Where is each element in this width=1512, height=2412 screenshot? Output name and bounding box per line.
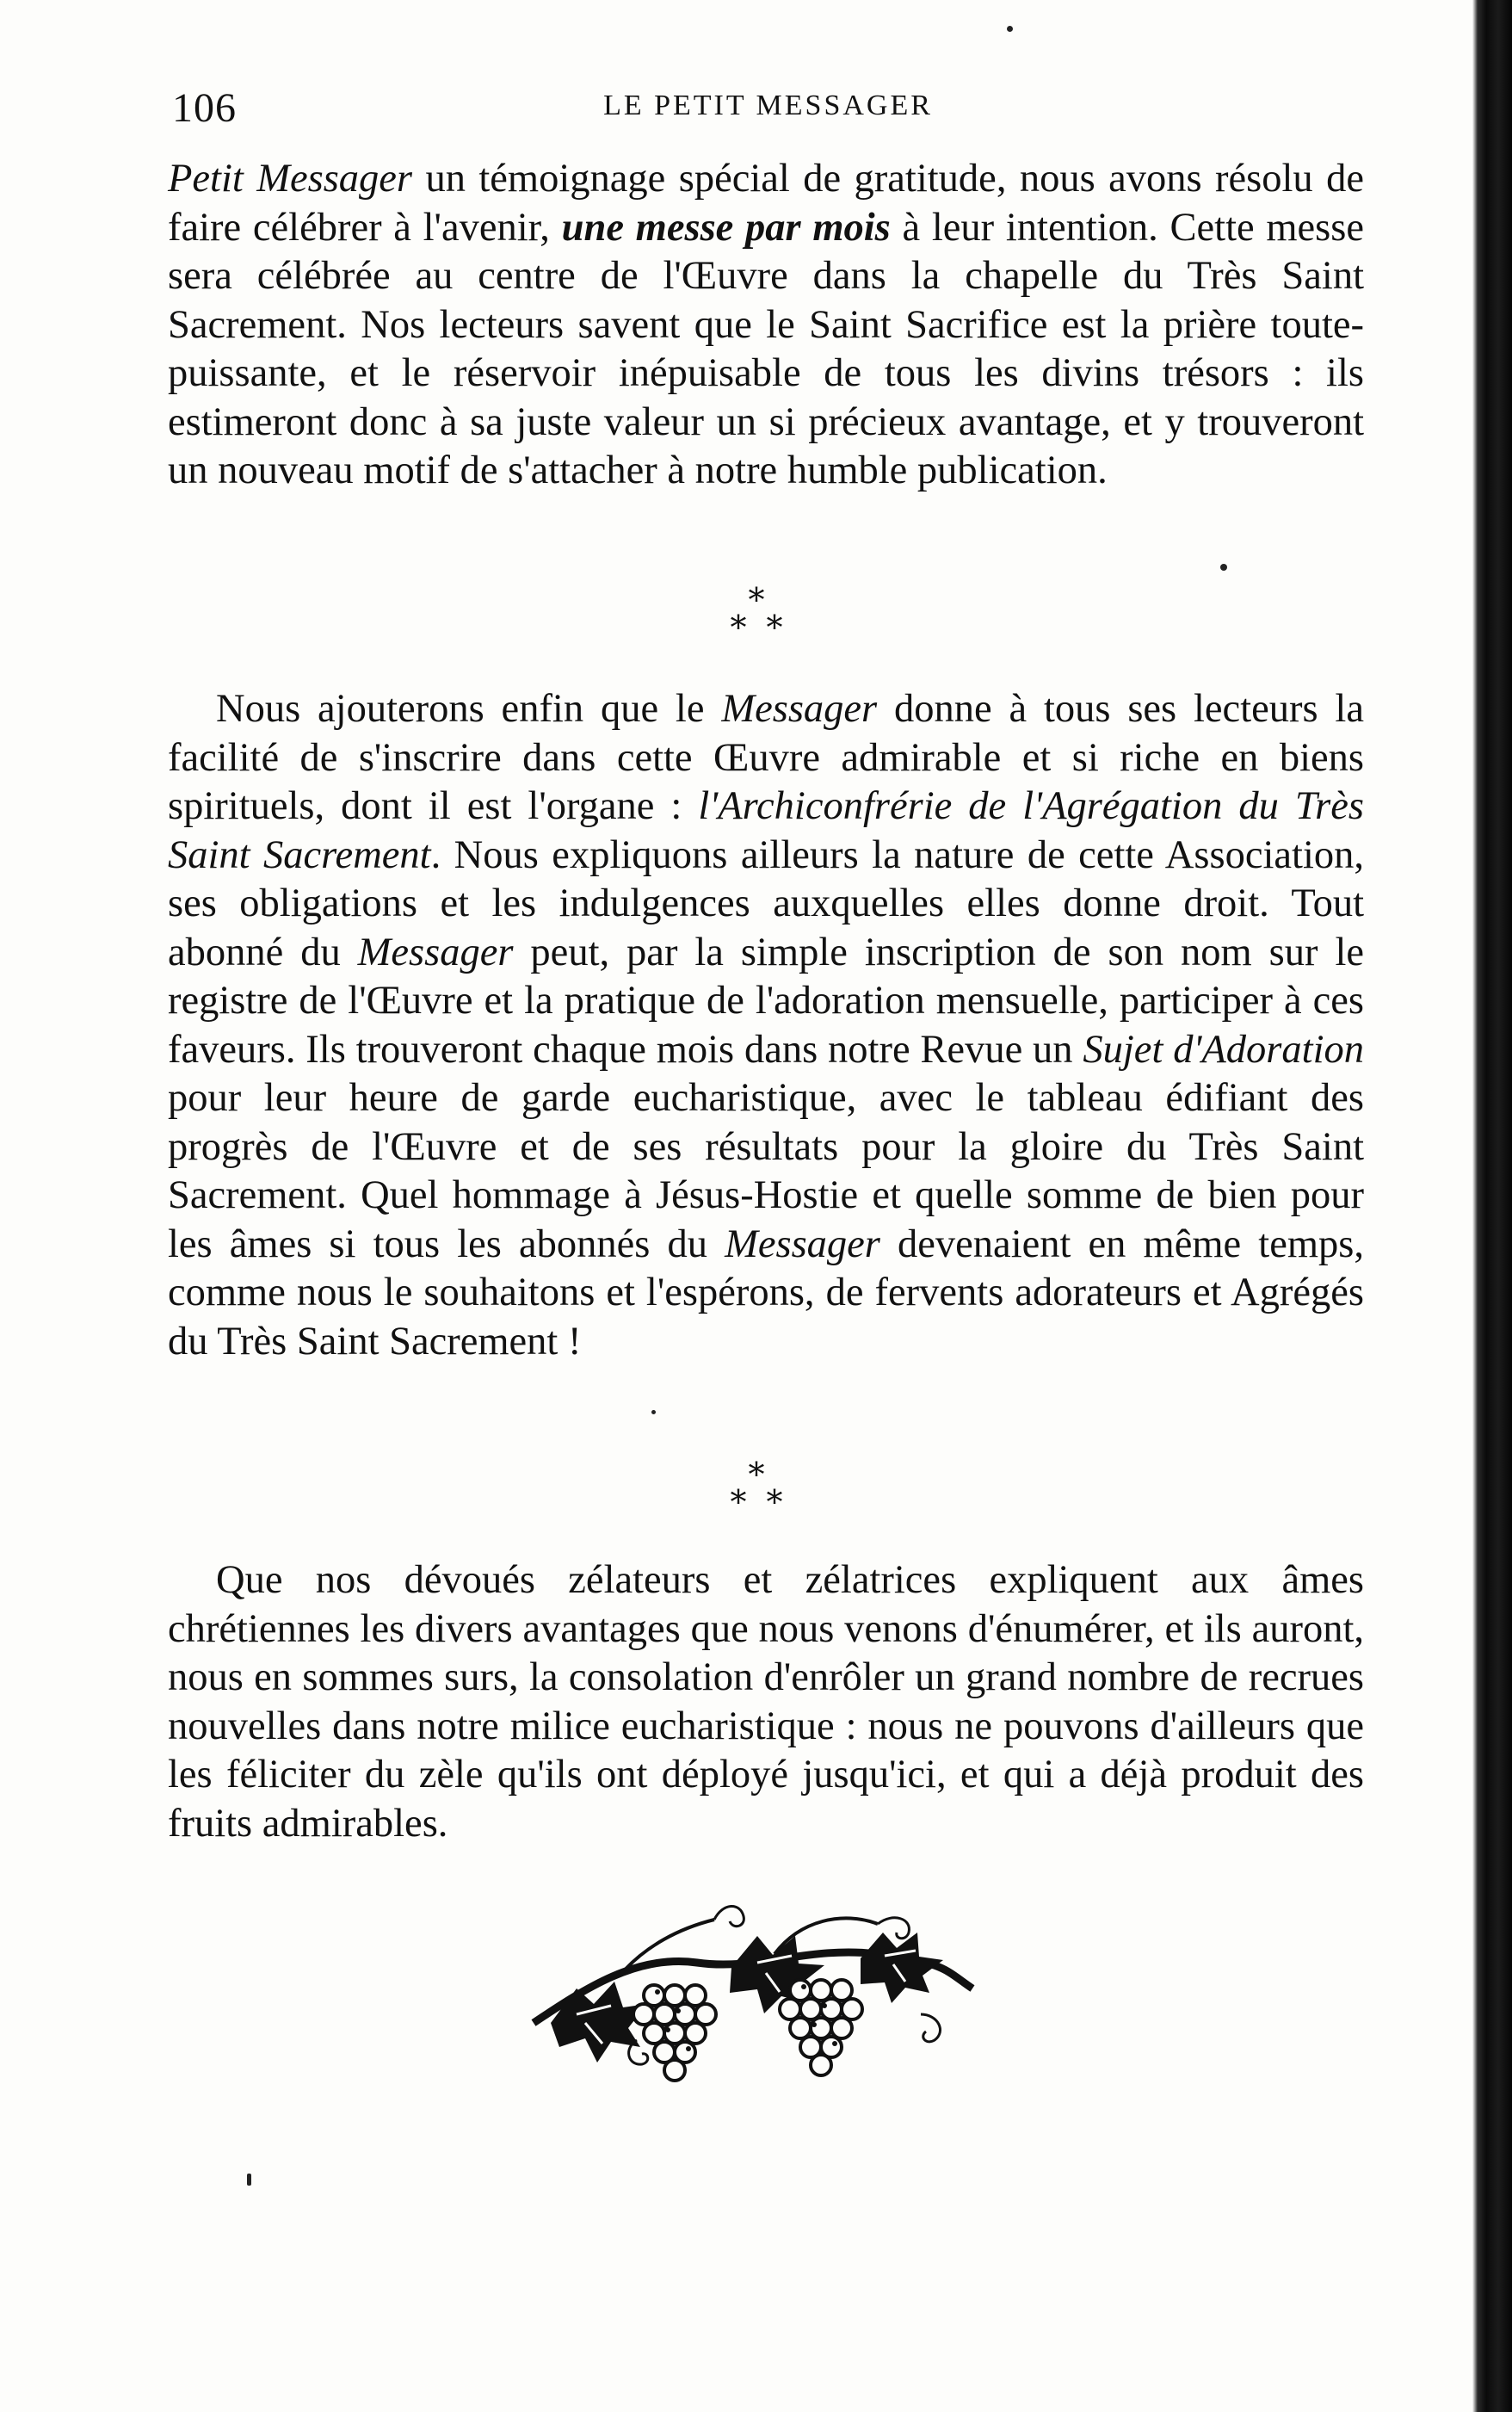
italic-text: Messager [721,687,878,731]
page-number: 106 [172,85,237,131]
emphasized-text: une messe par mois [561,205,891,250]
text-run: donne à tous ses lecteurs la facilité de s'inscrire dans cette Œuvre admirable et si riche en biens spirituels, dont il est l'organe : [168,687,1364,828]
text-run: peut, par la simple inscription de son nom sur le registre de l'Œuvre et la pratique de l'adoration mensuelle, participer à ces faveurs. Ils trouveront chaque mois dans notre Revue un [168,930,1364,1072]
grape-vine-ornament-icon [516,1894,981,2092]
ink-speck [651,1410,656,1414]
italic-text: l'Archiconfrérie de l'Agrégation du Très Saint Sacrement [168,784,1365,877]
text-run: pour leur heure de garde eucharistique, avec le tableau édifiant des progrès de l'Œuvre et de ses résultats pour la gloire du Très Saint Sacrement. Quel hommage à Jésus-Hostie et quelle somme de bien pour les âmes si tous les abonnés du [168,1076,1364,1266]
svg-text:*: * [766,609,782,646]
book-gutter-shadow [1472,0,1512,2412]
italic-text: Petit Messager [168,157,413,201]
ink-speck [1007,26,1013,32]
asterism-icon [0,578,1512,656]
svg-text:*: * [748,581,764,619]
italic-text: Messager [725,1221,880,1266]
running-head [172,84,1364,136]
text-run: un témoignage spécial de gratitude, nous avons résolu de faire célébrer à l'avenir, [168,157,1364,250]
paragraph-3 [168,1556,1364,1848]
asterism-icon [0,1453,1512,1531]
running-title: LE PETIT MESSAGER [603,90,933,121]
italic-text: Sujet d'Adoration [1083,1027,1364,1072]
svg-text:*: * [730,609,746,646]
paragraph-2 [168,685,1364,1366]
text-run: Que nos dévoués zélateurs et zélatrices expliquent aux âmes chrétiennes les divers avantages que nous venons d'énumérer, et ils auront, nous en sommes surs, la consolation d'enrôler un grand nombre de recrues nouvelles dans notre milice eucharistique : nous ne pouvons d'ailleurs que les féliciter du zèle qu'ils ont déployé jusqu'ici, et qui a déjà produit des fruits admirables. [168,1558,1364,1846]
svg-text:*: * [730,1483,746,1521]
ink-speck [1220,564,1227,571]
svg-text:*: * [766,1483,782,1521]
text-run: devenaient en même temps, comme nous le souhaitons et l'espérons, de fervents adorateurs et Agrégés du Très Saint Sacrement ! [168,1221,1364,1364]
svg-text:*: * [748,1456,764,1494]
text-run: Nous ajouterons enfin que le [216,687,722,731]
text-run: à leur intention. Cette messe sera célébrée au centre de l'Œuvre dans la chapelle du Très Saint Sacrement. Nos lecteurs savent que le Saint Sacrifice est la prière toute-puissante, et le réservoir inépuisable de tous les divins trésors : ils estimeront donc à sa juste valeur un si précieux avantage, et y trouveront un nouveau motif de s'attacher à notre humble publication. [168,205,1364,492]
paragraph-1 [168,155,1364,496]
ink-speck [247,2174,251,2186]
italic-text: Messager [357,930,514,974]
text-run: . Nous expliquons ailleurs la nature de cette Association, ses obligations et les indulgences auxquelles elles donne droit. Tout abonné du [168,832,1364,974]
